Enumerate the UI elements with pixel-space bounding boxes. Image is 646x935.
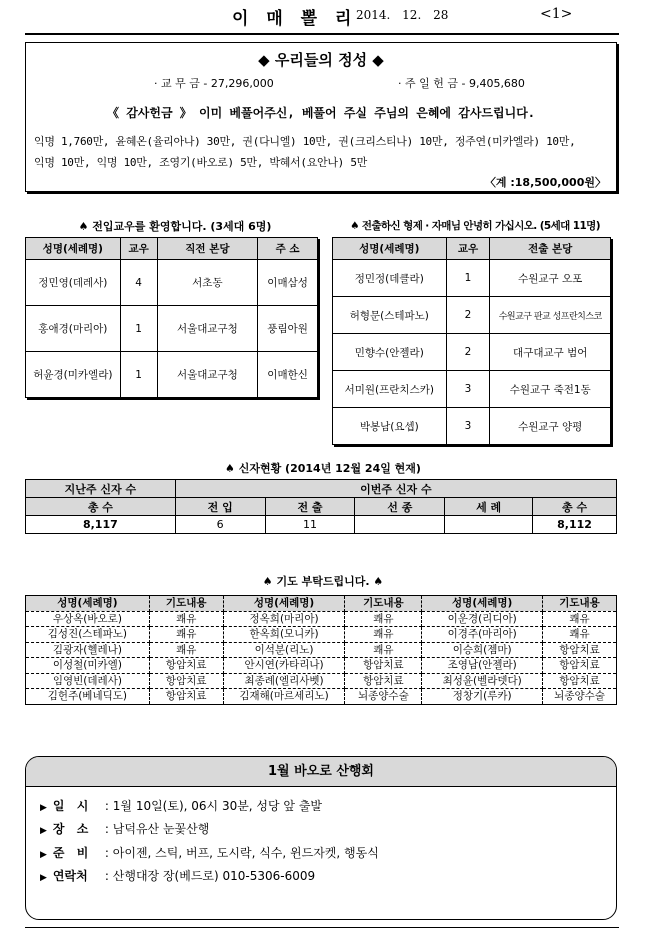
col-header: 전 입 <box>175 498 265 516</box>
cell: 쾌유 <box>149 611 223 627</box>
cell: 김성진(스테파노) <box>26 627 150 643</box>
welcome-heading: ♠ 전입교우를 환영합니다. (3세대 6명) <box>78 220 272 233</box>
cell: 우상옥(바오로) <box>26 611 150 627</box>
cell: 항암치료 <box>345 673 422 689</box>
cell: 쾌유 <box>543 611 617 627</box>
col-header: 기도내용 <box>345 596 422 612</box>
hiking-item <box>40 844 379 861</box>
cell: 항암치료 <box>149 689 223 705</box>
hiking-value: : 남덕유산 눈꽃산행 <box>104 822 210 836</box>
table-row <box>26 673 617 689</box>
cell: 이운경(리디아) <box>422 611 543 627</box>
arrow-icon: ▶ <box>40 850 47 860</box>
cell: 쾌유 <box>543 627 617 643</box>
hiking-label: 일 시 <box>52 799 93 813</box>
header-divider <box>25 33 619 35</box>
cell: 1 <box>446 260 490 297</box>
cell: 항암치료 <box>149 673 223 689</box>
cell: 항암치료 <box>149 658 223 674</box>
col-header: 성명(세례명) <box>333 238 447 260</box>
col-header: 기도내용 <box>149 596 223 612</box>
table-row <box>26 658 617 674</box>
table-row <box>26 627 617 643</box>
welcome-table <box>25 237 318 398</box>
hiking-box <box>25 756 617 920</box>
page-number: <1> <box>540 6 573 22</box>
departing-heading: ♠ 전출하신 형제 · 자매님 안녕히 가십시오. (5세대 11명) <box>350 220 600 232</box>
cell: 김재해(마르세리노) <box>223 689 345 705</box>
cell: 정민영(데레사) <box>26 260 121 306</box>
deceased-value <box>355 516 445 534</box>
col-header: 성명(세례명) <box>422 596 543 612</box>
table-row <box>26 611 617 627</box>
departing-table <box>332 237 611 445</box>
cell: 서미원(프란치스카) <box>333 371 447 408</box>
hiking-label: 장 소 <box>52 822 93 836</box>
believers-heading: ♠ 신자현황 (2014년 12월 24일 현재) <box>225 462 421 475</box>
cell: 4 <box>120 260 157 306</box>
cell: 서초동 <box>157 260 258 306</box>
this-total-label: 총 수 <box>533 498 617 516</box>
cell: 1 <box>120 306 157 352</box>
cell: 박봉남(요셉) <box>333 408 447 445</box>
cell: 쾌유 <box>345 611 422 627</box>
last-total-value: 8,117 <box>26 516 176 534</box>
hiking-label: 연락처 <box>52 869 88 883</box>
cell: 이매한신 <box>258 352 318 398</box>
hiking-item <box>40 867 315 884</box>
cell: 김헌주(베네딕도) <box>26 689 150 705</box>
table-row <box>26 306 318 352</box>
arrow-icon: ▶ <box>40 803 47 813</box>
cell: 수원교구 판교 성프란치스코 <box>490 297 611 334</box>
cell: 안시연(카타리나) <box>223 658 345 674</box>
sunday-offering-amount: · 주 일 헌 금 - 9,405,680 <box>398 77 525 90</box>
move-out-value: 11 <box>265 516 355 534</box>
donor-list <box>34 131 609 173</box>
cell: 허윤경(미카엘라) <box>26 352 121 398</box>
col-header: 주 소 <box>258 238 318 260</box>
col-header: 교우 <box>120 238 157 260</box>
cell: 정옥희(마리아) <box>223 611 345 627</box>
table-row <box>26 352 318 398</box>
cell: 김광자(헬레나) <box>26 642 150 658</box>
hiking-value: : 아이젠, 스틱, 버프, 도시락, 식수, 윈드자켓, 행동식 <box>104 846 379 860</box>
offering-total: 〈계 :18,500,000원〉 <box>484 176 606 189</box>
cell: 쾌유 <box>345 627 422 643</box>
cell: 이성철(미카엘) <box>26 658 150 674</box>
col-header: 성명(세례명) <box>26 596 150 612</box>
cell: 대구대교구 범어 <box>490 334 611 371</box>
cell: 3 <box>446 371 490 408</box>
hiking-item <box>40 797 322 814</box>
cell: 허형문(스테파노) <box>333 297 447 334</box>
move-in-value: 6 <box>175 516 265 534</box>
table-row <box>26 642 617 658</box>
cell: 홍애경(마리아) <box>26 306 121 352</box>
prayer-heading: ♠ 기도 부탁드립니다. ♠ <box>262 575 384 588</box>
hiking-value: : 산행대장 장(베드로) 010-5306-6009 <box>104 869 316 883</box>
bulletin-title: 이 매 뽈 리 <box>232 9 358 29</box>
last-total-label: 총 수 <box>26 498 176 516</box>
cell: 이승희(젬마) <box>422 642 543 658</box>
last-week-header: 지난주 신자 수 <box>26 480 176 498</box>
thanks-offering-title: 《 감사헌금 》 이미 베풀어주신, 베풀어 주실 주님의 은혜에 감사드립니다. <box>106 106 536 120</box>
offering-title: ◆ 우리들의 정성 ◆ <box>258 51 384 69</box>
table-row <box>333 408 611 445</box>
footer-divider <box>25 927 619 928</box>
cell: 뇌종양수술 <box>345 689 422 705</box>
this-total-value: 8,112 <box>533 516 617 534</box>
cell: 항암치료 <box>543 642 617 658</box>
cell: 뇌종양수술 <box>543 689 617 705</box>
hiking-value: : 1월 10일(토), 06시 30분, 성당 앞 출발 <box>104 799 323 813</box>
cell: 서울대교구청 <box>157 306 258 352</box>
col-header: 전출 본당 <box>490 238 611 260</box>
cell: 최성윤(벨라뎃다) <box>422 673 543 689</box>
cell: 2 <box>446 297 490 334</box>
cell: 수원교구 양평 <box>490 408 611 445</box>
cell: 한옥희(모니카) <box>223 627 345 643</box>
cell: 이석분(리노) <box>223 642 345 658</box>
hiking-item <box>40 820 209 837</box>
believers-table <box>25 479 617 534</box>
arrow-icon: ▶ <box>40 873 47 883</box>
cell: 항암치료 <box>345 658 422 674</box>
table-row <box>333 334 611 371</box>
col-header: 교우 <box>446 238 490 260</box>
col-header: 성명(세례명) <box>223 596 345 612</box>
col-header: 세 례 <box>445 498 533 516</box>
cell: 최종례(엘리사벳) <box>223 673 345 689</box>
cell: 항암치료 <box>543 658 617 674</box>
cell: 풍림아원 <box>258 306 318 352</box>
table-row <box>333 260 611 297</box>
col-header: 성명(세례명) <box>26 238 121 260</box>
table-row <box>26 689 617 705</box>
cell: 쾌유 <box>149 642 223 658</box>
cell: 민향수(안젤라) <box>333 334 447 371</box>
cell: 이매삼성 <box>258 260 318 306</box>
prayer-table <box>25 595 617 705</box>
table-row <box>333 297 611 334</box>
arrow-icon: ▶ <box>40 826 47 836</box>
cell: 임영빈(데레사) <box>26 673 150 689</box>
cell: 쾌유 <box>149 627 223 643</box>
donor-line: 익명 10만, 익명 10만, 조영기(바오로) 5만, 박혜서(요안나) 5만 <box>34 156 367 169</box>
col-header: 직전 본당 <box>157 238 258 260</box>
cell: 서울대교구청 <box>157 352 258 398</box>
cell: 이경주(마리아) <box>422 627 543 643</box>
baptism-value <box>445 516 533 534</box>
table-row <box>26 260 318 306</box>
bulletin-date: 2014. 12. 28 <box>356 8 449 22</box>
cell: 조영남(안젤라) <box>422 658 543 674</box>
cell: 수원교구 죽전1동 <box>490 371 611 408</box>
cell: 수원교구 오포 <box>490 260 611 297</box>
tithe-amount: · 교 무 금 - 27,296,000 <box>154 77 274 90</box>
col-header: 기도내용 <box>543 596 617 612</box>
hiking-label: 준 비 <box>52 846 93 860</box>
donor-line: 익명 1,760만, 윤혜온(율리아나) 30만, 권(다니엘) 10만, 권(크리스티나) 10만, 정주연(미카엘라) 10만, <box>34 135 576 148</box>
cell: 쾌유 <box>345 642 422 658</box>
cell: 정민정(데클라) <box>333 260 447 297</box>
table-row <box>333 371 611 408</box>
offering-box <box>25 42 617 192</box>
hiking-title: 1월 바오로 산행회 <box>26 757 616 787</box>
col-header: 전 출 <box>265 498 355 516</box>
cell: 정창기(루카) <box>422 689 543 705</box>
cell: 항암치료 <box>543 673 617 689</box>
col-header: 선 종 <box>355 498 445 516</box>
this-week-header: 이번주 신자 수 <box>175 480 616 498</box>
cell: 1 <box>120 352 157 398</box>
cell: 2 <box>446 334 490 371</box>
cell: 3 <box>446 408 490 445</box>
